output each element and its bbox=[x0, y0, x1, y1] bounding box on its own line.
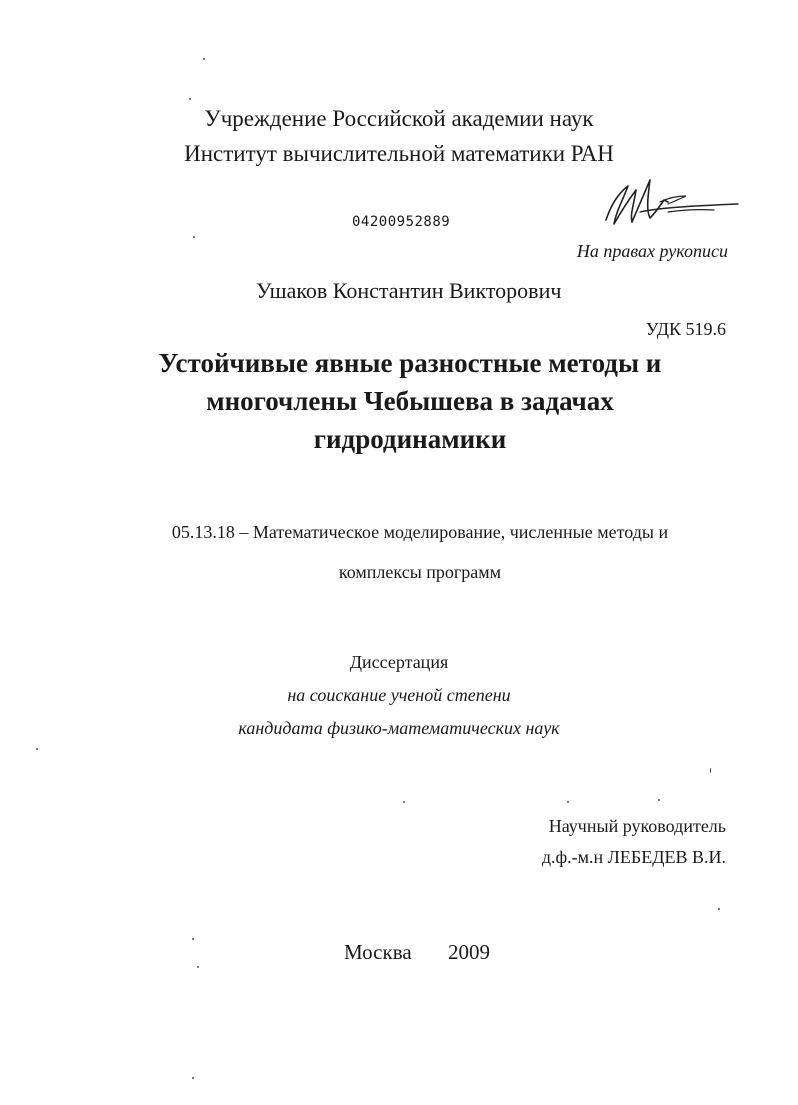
supervisor-name: д.ф.-м.н ЛЕБЕДЕВ В.И. bbox=[541, 847, 726, 867]
title-line-2: многочлены Чебышева в задачах bbox=[206, 386, 614, 416]
specialty-code bbox=[130, 512, 710, 592]
scan-speck bbox=[192, 1077, 194, 1079]
specialty-line-1: 05.13.18 – Математическое моделирование, численные методы и bbox=[171, 522, 669, 542]
footer-year: 2009 bbox=[448, 940, 490, 964]
handwritten-signature bbox=[598, 172, 748, 242]
scan-speck bbox=[567, 801, 569, 803]
dissertation-label: Диссертация bbox=[349, 652, 449, 672]
institution-line-2: Институт вычислительной математики РАН bbox=[184, 141, 614, 166]
scan-speck bbox=[718, 908, 720, 910]
udk-code: УДК 519.6 bbox=[645, 319, 726, 339]
scan-speck bbox=[192, 938, 194, 940]
scan-speck bbox=[193, 236, 195, 238]
scan-speck bbox=[203, 58, 205, 60]
degree-name: кандидата физико-математических наук bbox=[238, 718, 560, 738]
scan-speck bbox=[197, 966, 199, 968]
title-line-3: гидродинамики bbox=[313, 424, 507, 454]
specialty-line-2: комплексы программ bbox=[338, 562, 502, 582]
manuscript-note: На правах рукописи bbox=[576, 241, 728, 261]
title-line-1: Устойчивые явные разностные методы и bbox=[158, 348, 662, 378]
dissertation-title bbox=[100, 344, 720, 458]
supervisor-label: Научный руководитель bbox=[548, 816, 726, 836]
scan-speck bbox=[710, 768, 711, 773]
archive-number: 04200952889 bbox=[352, 214, 451, 230]
footer-city: Москва bbox=[344, 940, 412, 964]
scan-speck bbox=[36, 748, 38, 750]
scan-speck bbox=[189, 98, 191, 100]
scan-speck bbox=[658, 799, 660, 801]
scan-speck bbox=[403, 801, 405, 803]
author-name: Ушаков Константин Викторович bbox=[256, 278, 562, 303]
institution-line-1: Учреждение Российской академии наук bbox=[204, 106, 594, 131]
degree-purpose: на соискание ученой степени bbox=[287, 685, 511, 705]
